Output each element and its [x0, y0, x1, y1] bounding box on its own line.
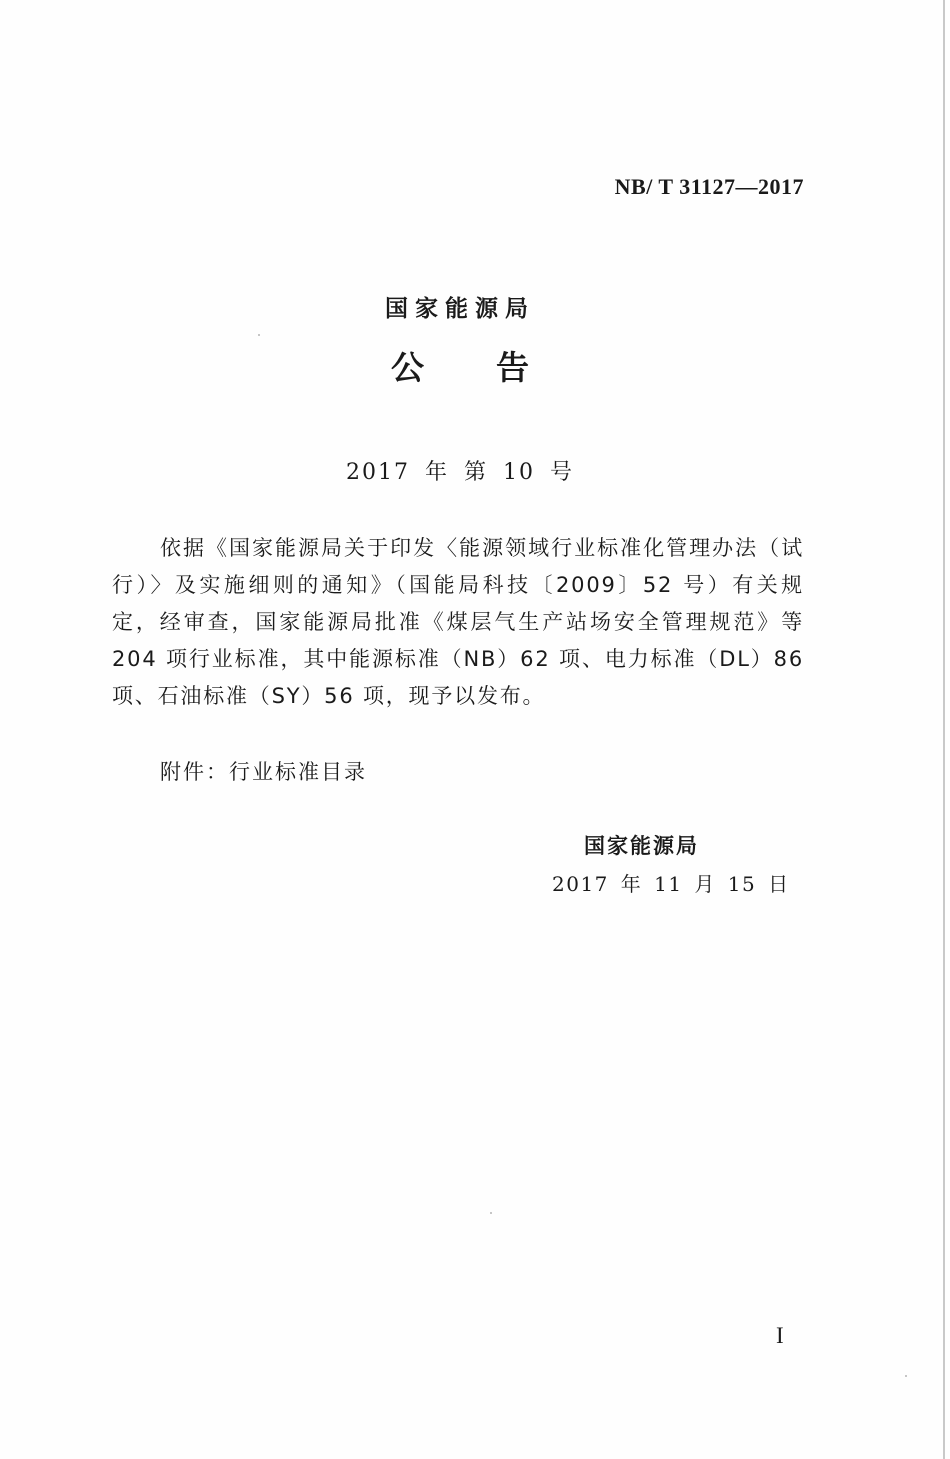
signature-organization: 国家能源局 [584, 834, 699, 858]
notice-title: 公告 [391, 348, 601, 387]
signature-date: 2017 年 11 月 15 日 [552, 872, 790, 896]
scan-speck [490, 1212, 492, 1214]
scan-speck [258, 334, 260, 336]
page-number: I [776, 1323, 784, 1348]
issuer-heading: 国家能源局 [385, 296, 535, 322]
notice-body-paragraph: 依据《国家能源局关于印发〈能源领域行业标准化管理办法（试行）〉及实施细则的通知》（国能局科技〔2009〕52 号）有关规定，经审查，国家能源局批准《煤层气生产站场安全管理规范》等 204 项行业标准，其中能源标准（NB）62 项、电力标准（DL）86 项、石油标准（SY）56 项，现予以发布。 [112, 536, 804, 708]
notice-number: 2017 年 第 10 号 [346, 460, 574, 485]
scan-speck [905, 1375, 907, 1377]
standard-code: NB/ T 31127—2017 [614, 174, 804, 199]
attachment-line: 附件：行业标准目录 [160, 760, 367, 784]
page-edge-shadow [943, 0, 945, 1459]
